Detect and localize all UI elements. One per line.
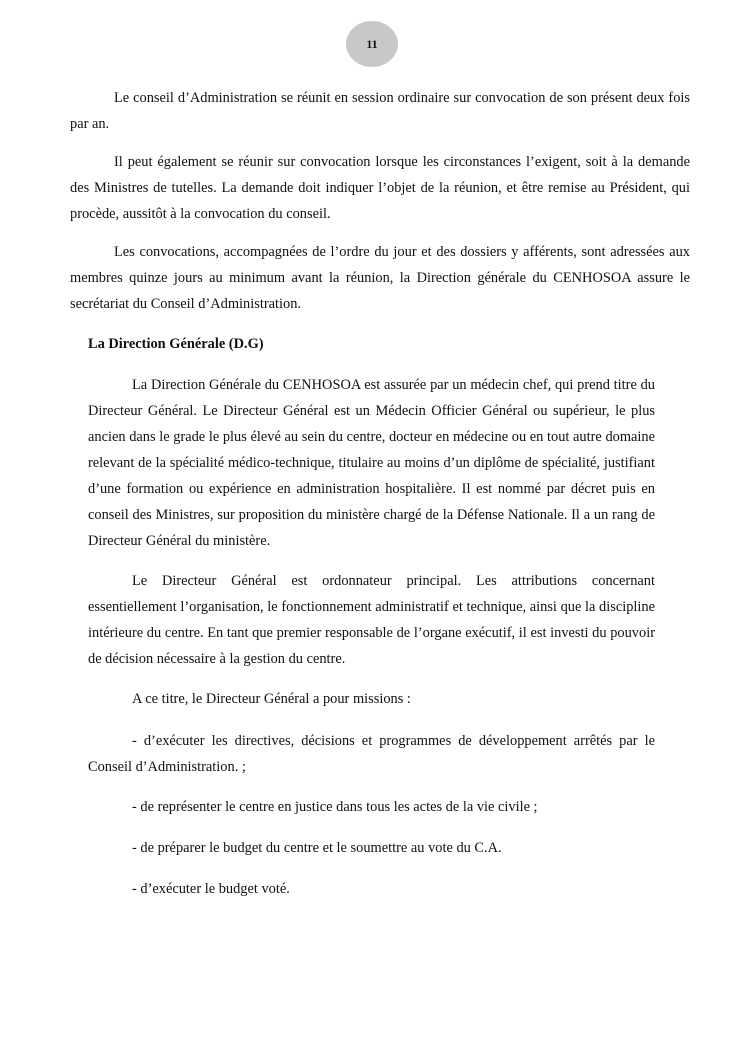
mission-item: - de représenter le centre en justice dans tous les actes de la vie civile ; bbox=[132, 799, 538, 815]
mission-item: - d’exécuter les directives, décisions et programmes de développement arrêtés par le Conseil d’Administration. ; bbox=[88, 733, 655, 775]
paragraph-convocations: Les convocations, accompagnées de l’ordre du jour et des dossiers y afférents, sont adressées aux membres quinze jours au minimum avant la réunion, la Direction générale du CENHOSOA assure le secrétariat du Conseil d’Administration. bbox=[70, 244, 690, 312]
mission-item: - de préparer le budget du centre et le soumettre au vote du C.A. bbox=[132, 840, 502, 856]
missions-intro: A ce titre, le Directeur Général a pour missions : bbox=[132, 691, 411, 707]
paragraph-ordonnateur: Le Directeur Général est ordonnateur principal. Les attributions concernant essentiellement l’organisation, le fonctionnement administratif et technique, ainsi que la discipline intérieure du centre. En tant que premier responsable de l’organe exécutif, il est investi du pouvoir de décision nécessaire à la gestion du centre. bbox=[88, 573, 655, 667]
paragraph-conseil-convocation: Il peut également se réunir sur convocation lorsque les circonstances l’exigent, soit à la demande des Ministres de tutelles. La demande doit indiquer l’objet de la réunion, et être remise au Président, qui procède, aussitôt à la convocation du conseil. bbox=[70, 154, 690, 222]
paragraph-direction-generale: La Direction Générale du CENHOSOA est assurée par un médecin chef, qui prend titre du Directeur Général. Le Directeur Général est un Médecin Officier Général ou supérieur, le plus ancien dans le grade le plus élevé au sein du centre, docteur en médecine ou en tout autre domaine relevant de la spécialité médico-technique, titulaire au moins d’un diplôme de spécialité, justifiant d’une formation ou expérience en administration hospitalière. Il est nommé par décret puis en conseil des Ministres, sur proposition du ministère chargé de la Défense Nationale. Il a un rang de Directeur Général du ministère. bbox=[88, 377, 655, 549]
section-heading: La Direction Générale (D.G) bbox=[88, 336, 264, 352]
page-number: 11 bbox=[346, 21, 398, 67]
paragraph-conseil-session: Le conseil d’Administration se réunit en session ordinaire sur convocation de son présent deux fois par an. bbox=[70, 90, 690, 132]
mission-item: - d’exécuter le budget voté. bbox=[132, 881, 290, 897]
